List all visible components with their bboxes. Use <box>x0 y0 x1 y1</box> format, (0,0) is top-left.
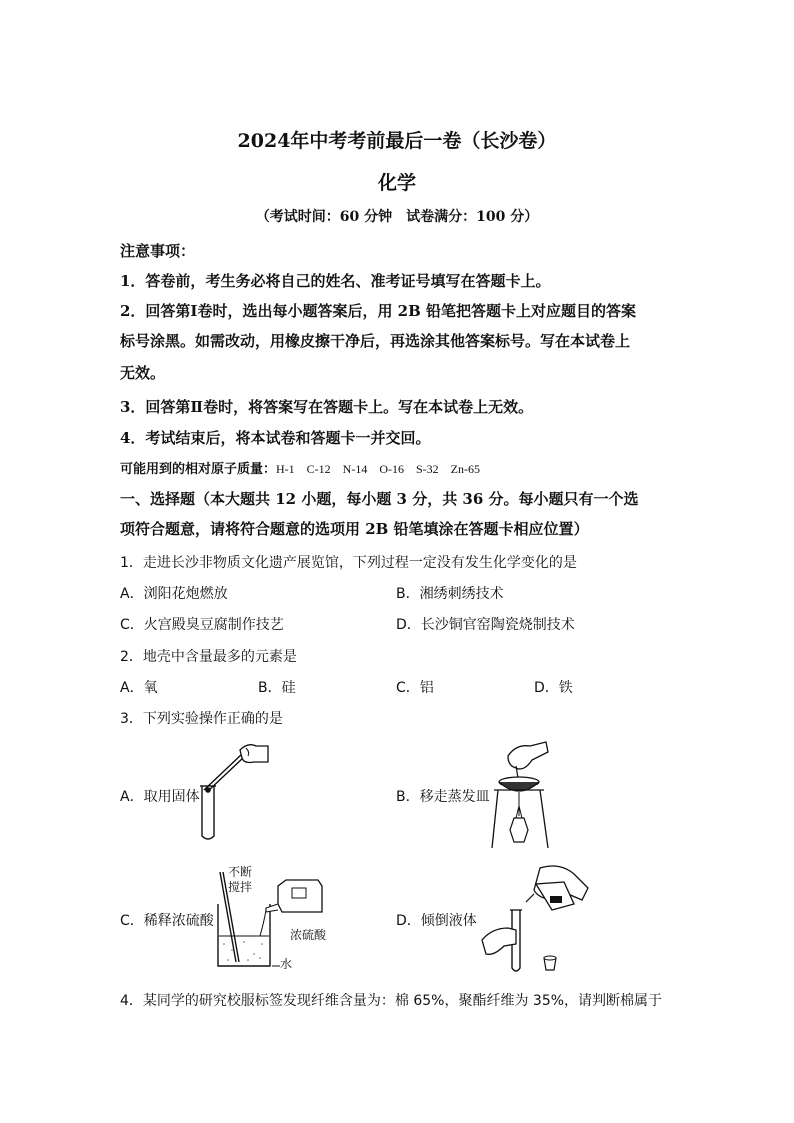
note-item: 4．考试结束后，将本试卷和答题卡一并交回。 <box>120 429 431 447</box>
question-2-option-d: D．铁 <box>534 680 573 696</box>
figure-take-solid-icon <box>190 738 270 842</box>
label-stir-1: 不断 <box>228 865 253 879</box>
question-4-stem: 4．某同学的研究校服标签发现纤维含量为：棉 65%，聚酯纤维为 35%，请判断棉属于 <box>120 993 663 1009</box>
question-3-option-a: A．取用固体 <box>120 789 200 805</box>
question-3-option-c: C．稀释浓硫酸 <box>120 913 214 929</box>
question-1-option-b: B．湘绣刺绣技术 <box>396 586 504 602</box>
question-2-option-a: A．氧 <box>120 680 158 696</box>
note-item: 2．回答第Ⅰ卷时，选出每小题答案后，用 2B 铅笔把答题卡上对应题目的答案 <box>120 302 637 320</box>
note-item: 1．答卷前，考生务必将自己的姓名、准考证号填写在答题卡上。 <box>120 272 551 290</box>
question-3-stem: 3．下列实验操作正确的是 <box>120 711 283 727</box>
label-water: 水 <box>280 957 293 971</box>
question-2-option-b: B．硅 <box>258 680 296 696</box>
atomic-mass-values: H-1 C-12 N-14 O-16 S-32 Zn-65 <box>276 462 480 476</box>
exam-meta: （考试时间：60 分钟 试卷满分：100 分） <box>255 209 539 225</box>
question-3-option-d: D．倾倒液体 <box>396 913 477 929</box>
figure-evaporating-dish-icon <box>488 738 552 850</box>
atomic-mass-line <box>120 458 480 477</box>
notes-heading: 注意事项： <box>120 242 196 260</box>
label-stir-2: 搅拌 <box>228 880 253 894</box>
note-item: 3．回答第Ⅱ卷时，将答案写在答题卡上。写在本试卷上无效。 <box>120 398 534 416</box>
section-heading-line1: 一、选择题（本大题共 12 小题，每小题 3 分，共 36 分。每小题只有一个选 <box>120 490 639 508</box>
question-3-option-b: B．移走蒸发皿 <box>396 789 490 805</box>
question-1-option-a: A．浏阳花炮燃放 <box>120 586 228 602</box>
figure-pour-liquid-icon <box>478 860 590 976</box>
question-2-option-c: C．铝 <box>396 680 434 696</box>
note-item: 标号涂黑。如需改动，用橡皮擦干净后，再选涂其他答案标号。写在本试卷上 <box>120 332 631 350</box>
atomic-mass-label: 可能用到的相对原子质量： <box>120 462 277 477</box>
label-concentrated-acid: 浓硫酸 <box>290 928 327 942</box>
question-1-option-d: D．长沙铜官窑陶瓷烧制技术 <box>396 617 575 633</box>
question-1-stem: 1．走进长沙非物质文化遗产展览馆，下列过程一定没有发生化学变化的是 <box>120 555 577 571</box>
question-1-option-c: C．火宫殿臭豆腐制作技艺 <box>120 617 284 633</box>
exam-subject: 化学 <box>377 172 416 194</box>
exam-title: 2024年中考考前最后一卷（长沙卷） <box>237 130 557 152</box>
note-item: 无效。 <box>120 364 166 382</box>
section-heading-line2: 项符合题意，请将符合题意的选项用 2B 铅笔填涂在答题卡相应位置） <box>120 520 589 538</box>
question-2-stem: 2．地壳中含量最多的元素是 <box>120 649 297 665</box>
